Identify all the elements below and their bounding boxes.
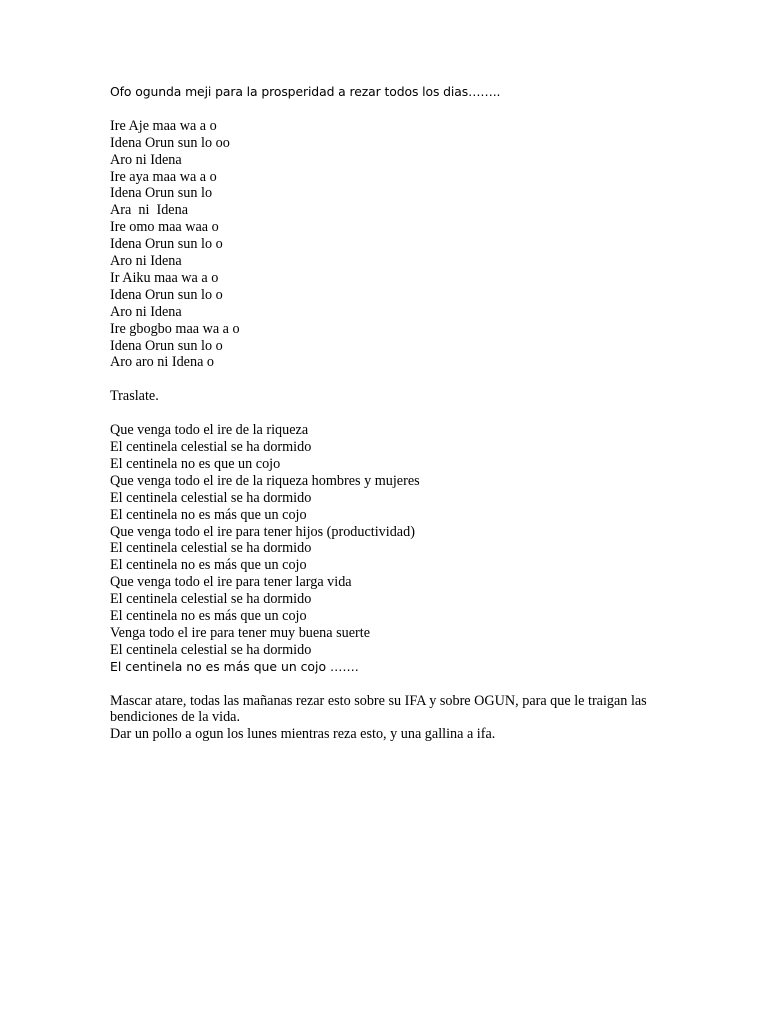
prayer-line: Aro ni Idena [110, 303, 182, 320]
instructions-block [110, 693, 670, 744]
prayer-line: Ara ni Idena [110, 202, 188, 219]
document-page [110, 84, 670, 743]
instruction-paragraph: Dar un pollo a ogun los lunes mientras reza esto, y una gallina a ifa. [110, 726, 496, 743]
translation-line: El centinela celestial se ha dormido [110, 641, 312, 658]
prayer-verse [110, 118, 670, 372]
spacer [110, 371, 670, 388]
prayer-line: Ire Aje maa wa a o [110, 117, 217, 134]
translation-line: El centinela celestial se ha dormido [110, 540, 312, 557]
prayer-line: Idena Orun sun lo o [110, 236, 223, 253]
translation-line: El centinela celestial se ha dormido [110, 489, 312, 506]
prayer-line: Ire gbogbo maa wa a o [110, 320, 240, 337]
translation-line: Que venga todo el ire de la riqueza hombres y mujeres [110, 472, 420, 489]
translation-line: Que venga todo el ire de la riqueza [110, 422, 309, 439]
spacer [110, 101, 670, 118]
translation-line: El centinela no es más que un cojo [110, 506, 307, 523]
translation-line: El centinela no es que un cojo [110, 455, 281, 472]
prayer-line: Idena Orun sun lo o [110, 286, 223, 303]
document-title: Ofo ogunda meji para la prosperidad a rezar todos los dias…….. [110, 84, 501, 99]
prayer-line: Aro ni Idena [110, 151, 182, 168]
prayer-line: Ire omo maa waa o [110, 219, 219, 236]
instruction-paragraph: Mascar atare, todas las mañanas rezar esto sobre su IFA y sobre OGUN, para que le traigan las bendiciones de la vida. [110, 692, 647, 726]
translation-line: Venga todo el ire para tener muy buena suerte [110, 624, 370, 641]
translation-verse [110, 422, 670, 676]
prayer-line: Aro aro ni Idena o [110, 354, 215, 371]
prayer-line: Ir Aiku maa wa a o [110, 269, 219, 286]
translation-line: Que venga todo el ire para tener larga vida [110, 574, 352, 591]
translate-heading: Traslate. [110, 388, 159, 405]
prayer-line: Idena Orun sun lo [110, 185, 213, 202]
prayer-line: Idena Orun sun lo oo [110, 134, 230, 151]
translation-last-line: El centinela no es más que un cojo ……. [110, 658, 359, 674]
spacer [110, 405, 670, 422]
translation-line: Que venga todo el ire para tener hijos (productividad) [110, 523, 415, 540]
translation-line: El centinela no es más que un cojo [110, 608, 307, 625]
translation-line: El centinela celestial se ha dormido [110, 591, 312, 608]
translation-line: El centinela celestial se ha dormido [110, 438, 312, 455]
prayer-line: Ire aya maa wa a o [110, 168, 217, 185]
prayer-line: Idena Orun sun lo o [110, 337, 223, 354]
spacer [110, 676, 670, 693]
prayer-line: Aro ni Idena [110, 253, 182, 270]
translation-line: El centinela no es más que un cojo [110, 557, 307, 574]
